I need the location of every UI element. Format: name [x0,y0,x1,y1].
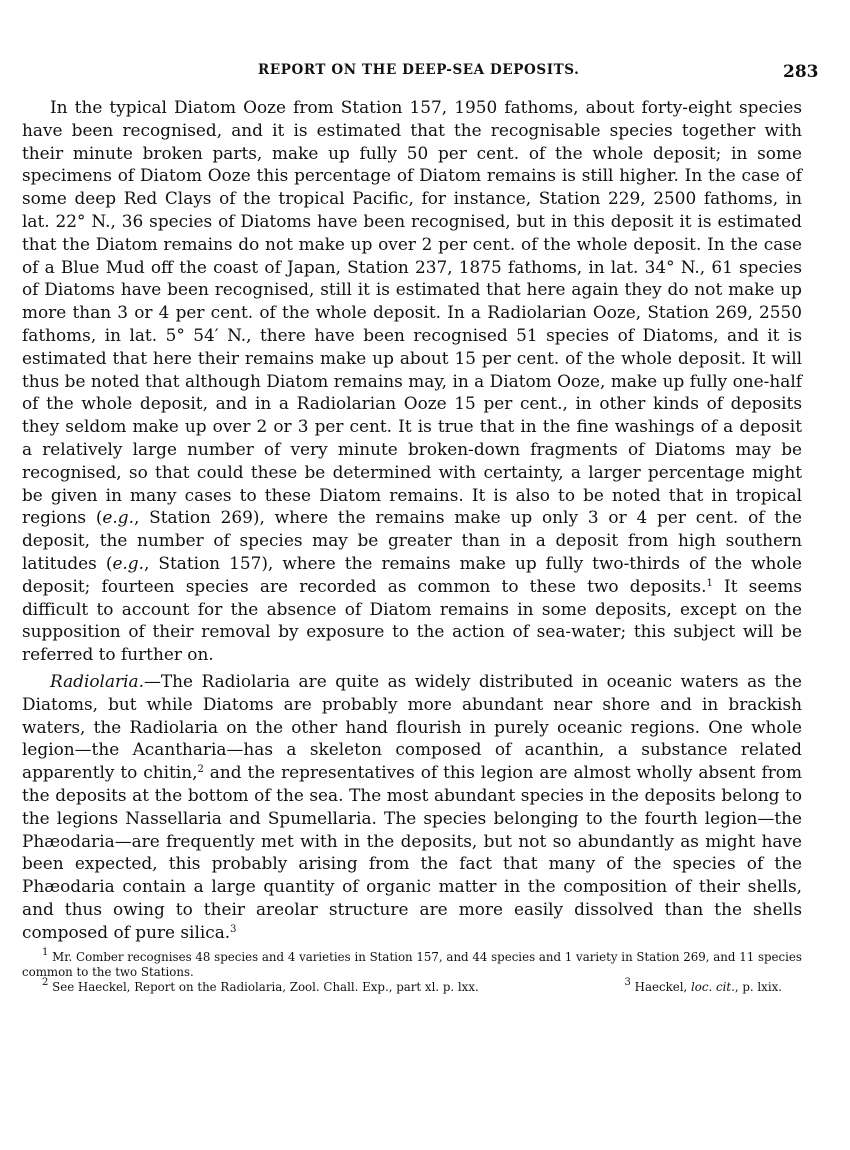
footnote-mark: 2 [42,977,49,989]
footnotes [22,947,802,995]
footnote-ref-1: 1 [706,577,713,589]
footnote-text: Haeckel, [634,980,691,995]
footnote-ref-3: 3 [230,923,237,935]
sentence: In the case of some deep Red Clays of the tropical Pacific, for instance, Station 229, 2500 fathoms, in lat. 22° N., 36 species of Diatoms have been recognised, but in this deposit it is estimated that the Diatom remains do not make up over 2 per cent. of the whole deposit. [22,165,802,254]
paragraph-text: and the representatives of this legion are almost wholly absent from the deposits at the bottom of the sea. The most abundant species in the deposits belong to the legions Nassellaria and Spumellaria. The species belonging to the fourth legion—the Phæodaria—are frequently met with in the deposits, but not so abundantly as might have been expected, this probably arising from the fact that many of the species of the Phæodaria contain a large quantity of organic matter in the composition of their shells, and thus owing to their areolar structure are more easily dissolved than the shells composed of pure silica. [22,762,802,942]
footnote-3 [624,977,782,995]
footnote-text: Mr. Comber recognises 48 species and 4 varieties in Station 157, and 44 species and 1 variety in Station 269, and 11 species common to the two Stations. [22,950,802,980]
sentence: In the typical Diatom Ooze from Station 157, 1950 fathoms, about forty-eight species have been recognised, and it is estimated that the recognisable species together with their minute broken parts, make up fully 50 per cent. of the whole deposit; in some specimens of Diatom Ooze this percentage of Diatom remains is still higher. [22,97,802,186]
page-body [22,96,802,995]
sentence-part: , Station 157), where the remains make up fully two-thirds of the whole deposit; fourteen species are recorded as common to these two deposits. [22,552,803,596]
footnote-text: See Haeckel, Report on the Radiolaria, Zool. Chall. Exp., part xl. p. lxx. [52,980,479,995]
page-number: 283 [783,62,819,82]
footnote-2 [42,977,479,995]
footnote-row [22,977,802,995]
running-title: REPORT ON THE DEEP-SEA DEPOSITS. [258,62,580,78]
paragraph-text: —The Radiolaria are quite as widely distributed in oceanic waters as the Diatoms, but while Diatoms are probably more abundant near shore and in brackish waters, the Radiolaria on the other hand flourish in purely oceanic regions. One whole legion—the Acantharia—has a skeleton composed of acanthin, a substance related apparently to chitin, [22,670,802,783]
footnote-citation: loc. cit. [690,980,735,995]
footnote-text: , p. lxix. [734,980,782,995]
sentence: It is true that in the fine washings of a deposit a relatively large number of very minute broken-down fragments of Diatoms may be recognised, so that could these be determined with certainty, a larger percentage might be given in many cases to these Diatom remains. [22,416,802,505]
footnote-ref-2: 2 [197,764,204,776]
paragraph-radiolaria [22,670,802,944]
sentence: It will thus be noted that although Diatom remains may, in a Diatom Ooze, make up fully one-half of the whole deposit, and in a Radiolarian Ooze 15 per cent., in other kinds of deposits they seldom make up over 2 or 3 per cent. [22,347,802,437]
footnote-mark: 1 [42,947,49,959]
footnote-1 [22,947,802,980]
sentence: It seems difficult to account for the absence of Diatom remains in some deposits, except on the supposition of their removal by exposure to the action of sea-water; this subject will be referred to further on. [22,575,803,665]
sentence-part: , Station 269), where the remains make up only 3 or 4 per cent. of the deposit, the number of species may be greater than in a deposit from high southern latitudes ( [22,507,802,573]
sentence: In the case of a Blue Mud off the coast of Japan, Station 237, 1875 fathoms, in lat. 34° N., 61 species of Diatoms have been recognised, still it is estimated that here again they do not make up more than 3 or 4 per cent. of the whole deposit. [22,233,802,323]
abbreviation: e.g. [112,552,144,573]
section-heading: Radiolaria. [50,670,144,691]
abbreviation: e.g. [102,507,134,528]
footnote-mark: 3 [624,977,631,989]
sentence-part: It is also to be noted that in tropical regions ( [22,484,802,528]
running-header [0,62,850,92]
sentence: In a Radiolarian Ooze, Station 269, 2550 fathoms, in lat. 5° 54′ N., there have been recognised 51 species of Diatoms, and it is estimated that here their remains make up about 15 per cent. of the whole deposit. [22,302,802,368]
paragraph-diatoms [22,96,802,666]
